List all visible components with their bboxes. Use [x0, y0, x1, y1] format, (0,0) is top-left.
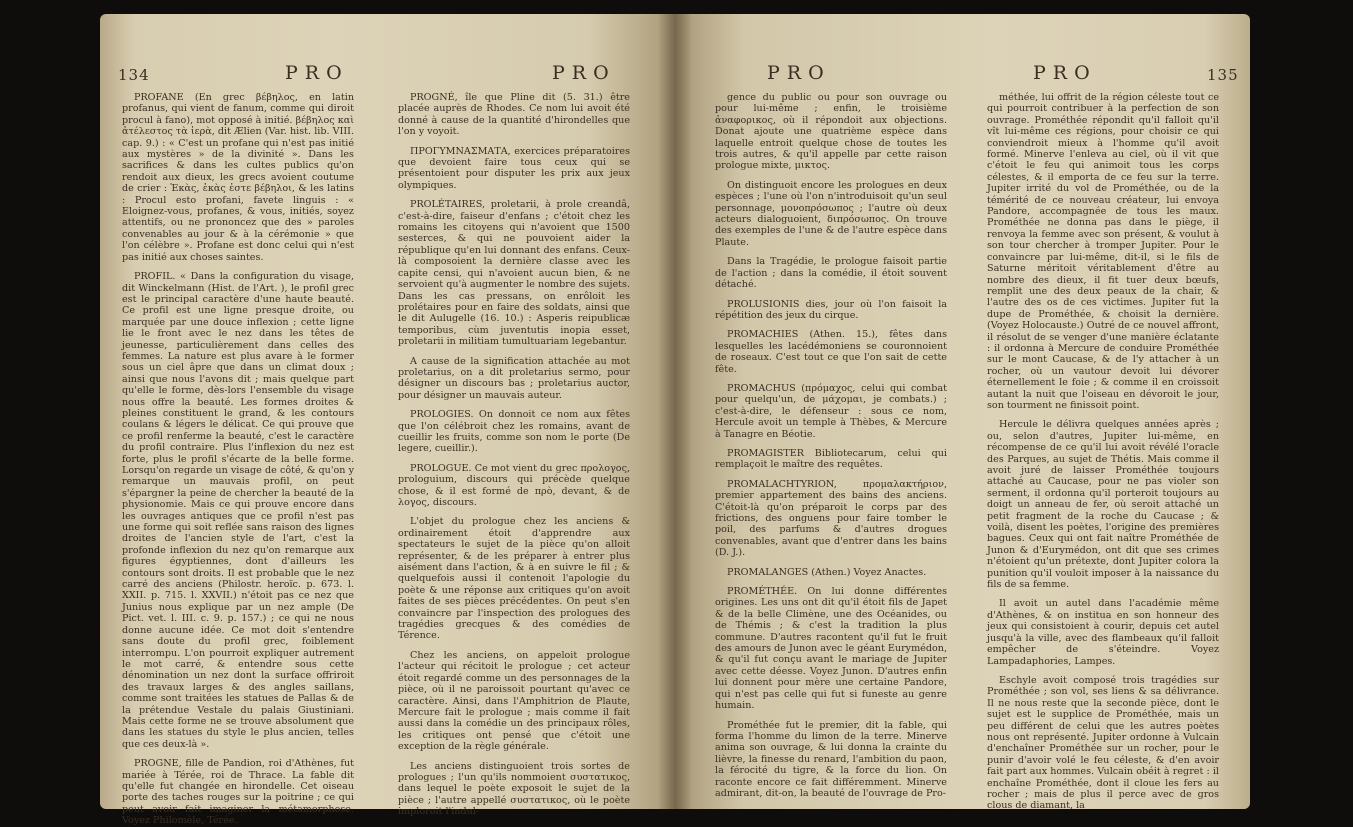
book-gutter [658, 14, 692, 809]
paragraph: méthée, lui offrit de la région céleste tout ce qui pourroit contribuer à la perfection de son ouvrage. Prométhée répondit qu'il falloit qu'il vît lui-même ces régions, pour choisir ce qui conviendroit mieux à l'homme qu'il avoit formé. Minerve l'enleva au ciel, où il vit que c'étoit le feu qui animoit tous les corps célestes, & il emporta de ce feu sur la terre. Jupiter irrité du vol de Prométhée, ou de la témérité de ce nouveau créateur, lui envoya Pandore, accompagnée de tous les maux. Prométhée ne donna pas dans le piège, il renvoya la femme avec son présent, & voulut à son tour chercher à tromper Jupiter. Pour le convaincre par lui-même, dit-il, si le fils de Saturne méritoit véritablement d'être au nombre des dieux, il fit tuer deux bœufs, remplit une des deux peaux de la chair, & l'autre des os de ces victimes. Jupiter fut la dupe de Prométhée, & choisit la dernière. (Voyez Holocauste.) Outré de ce nouvel affront, il résolut de se venger d'une manière éclatante : il ordonna à Mercure de conduire Prométhée sur le mont Caucase, & de l'y attacher à un rocher, où un vautour devoit lui dévorer éternellement le foie ; & comme il en croissoit autant la nuit que l'oiseau en dévoroit le jour, son tourment ne finissoit point. [987, 92, 1219, 411]
paragraph: gence du public ou pour son ouvrage ou pour lui-même ; enfin, le troisième ἀναφορικος, où il répondoit aux objections. Donat ajoute une quatrième espèce dans laquelle entroit quelque chose de toutes les trois autres, & qu'il appelle par cette raison prologue mixte, μικτος. [715, 92, 947, 172]
paragraph: A cause de la signification attachée au mot proletarius, on a dit proletarius sermo, pour désigner un discours bas ; proletarius auctor, pour désigner un mauvais auteur. [398, 355, 630, 401]
paragraph: Les anciens distinguoient trois sortes de prologues ; l'un qu'ils nommoient συστατικος, dans lequel le poète exposoit le sujet de la pièce ; l'autre appellé συστατικος, où le poète imploroit l'indul- [398, 760, 630, 818]
running-head-left-col: PRO [767, 62, 831, 84]
paragraph: Eschyle avoit composé trois tragédies sur Prométhée ; son vol, ses liens & sa délivrance. Il ne nous reste que la seconde pièce, dont le sujet est le supplice de Prométhée, mais un peu différent de celui que les autres poètes nous ont représenté. Jupiter ordonne à Vulcain d'enchaîner Prométhée sur un rocher, pour le punir d'avoir volé le feu céleste, & d'en avoir fait part aux hommes. Vulcain obéit à regret : il enchaîne Prométhée, dont il cloue les fers au rocher ; mais de plus il perce avec de gros clous de diamant, la [987, 674, 1219, 812]
left-page [100, 14, 675, 827]
paragraph: ΠΡΟΓΥΜΝΑΣΜΑΤΑ, exercices préparatoires que devoient faire tous ceux qui se présentoient pour disputer les prix aux jeux olympiques. [398, 145, 630, 191]
paragraph: PROFIL. « Dans la configuration du visage, dit Winckelmann (Hist. de l'Art. ), le profil grec est le principal caractère d'une haute beauté. Ce profil est une ligne presque droite, ou marquée par une douce inflexion ; cette ligne lie le front avec le nez dans les têtes de jeunesse, particulièrement dans celles des femmes. La nature est plus avare à le former sous un ciel âpre que dans un climat doux ; ainsi que nous l'avons dit ; mais quelque part qu'elle le forme, dès-lors l'ensemble du visage nous offre la beauté. Les formes droites & pleines constituent le grand, & les contours coulans & légers le délicat. Ce qui prouve que ce profil renferme la beauté, c'est le caractère du profil contraire. Plus l'inflexion du nez est forte, plus le profil s'écarte de la belle forme. Lorsqu'on regarde un visage de côté, & qu'on y remarque un mauvais profil, on peut s'épargner la peine de chercher la beauté de la physionomie. Mais ce qui prouve encore dans les ouvrages antiques que ce profil n'est pas une forme qui soit reflée sans raison des lignes droites de l'ancien style de l'art, c'est la profonde inflexion du nez qu'on remarque aux figures égyptiennes, dont d'ailleurs les contours sont droits. Il est probable que le nez carré des anciens (Philostr. heroïc. p. 673. l. XXII. p. 715. l. XXVII.) n'étoit pas ce nez que Junius nous explique par un nez ample (De Pict. vet. l. III. c. 9. p. 157.) ; ce qui ne nous donne aucune idée. Ce mot doit s'entendre sans doute du profil grec, foiblement interrompu. L'on pourroit expliquer autrement le mot carré, & entendre sous cette dénomination un nez dont la surface offriroit des travaux larges & des angles saillans, comme sont traitées les statues de Pallas & de la prétendue Vestale du palais Giustiniani. Mais cette forme ne se trouve absolument que dans les statues du style le plus ancien, telles que ces deux-là ». [122, 271, 354, 750]
paragraph: PROGNÉ, île que Pline dit (5. 31.) être placée auprès de Rhodes. Ce nom lui avoit été donné à cause de la quantité d'hirondelles que l'on y voyoit. [398, 92, 630, 138]
paragraph: PROMAGISTER Bibliotecarum, celui qui remplaçoit le maître des requêtes. [715, 447, 947, 471]
right-page-column-2 [987, 92, 1219, 812]
paragraph: Il avoit un autel dans l'académie même d'Athènes, & on institua en son honneur des jeux qui consistoient à courir, depuis cet autel jusqu'à la ville, avec des flambeaux qu'il falloit empêcher de s'éteindre. Voyez Lampadaphories, Lampes. [987, 598, 1219, 667]
paragraph: PROGNE, fille de Pandion, roi d'Athènes, fut mariée à Térée, roi de Thrace. La fable dit qu'elle fut changée en hirondelle. Cet oiseau porte des taches rouges sur la poitrine ; ce qui peut avoir fait imaginer la métamorphose. Voyez Philomèle, Térée. [122, 758, 354, 827]
right-page [675, 14, 1250, 812]
paragraph: Chez les anciens, on appeloit prologue l'acteur qui récitoit le prologue ; cet acteur étoit regardé comme un des personnages de la pièce, où il ne paroissoit pourtant qu'avec ce caractère. Ainsi, dans l'Amphitrion de Plaute, Mercure fait le prologue ; mais comme il fait aussi dans la comédie un des principaux rôles, les critiques ont pensé que c'étoit une exception de la règle générale. [398, 649, 630, 753]
left-page-column-1 [122, 92, 354, 827]
paragraph: Dans la Tragédie, le prologue faisoit partie de l'action ; dans la comédie, il étoit souvent détaché. [715, 256, 947, 291]
paragraph: L'objet du prologue chez les anciens & ordinairement étoit d'apprendre aux spectateurs le sujet de la pièce qu'on alloit représenter, & de les préparer à entrer plus aisément dans l'action, & à en suivre le fil ; & quelquefois aussi il contenoit l'apologie du poète & une réponse aux critiques qu'on avoit faites de ses pièces précédentes. On peut s'en convaincre par l'inspection des prologues des tragédies grecques & des comédies de Térence. [398, 516, 630, 642]
paragraph: PROLUSIONIS dies, jour où l'on faisoit la répétition des jeux du cirque. [715, 298, 947, 321]
paragraph: PROLOGIES. On donnoit ce nom aux fêtes que l'on célébroit chez les romains, avant de cueillir les fruits, comme son nom le porte (De legere, cueillir.). [398, 409, 630, 455]
paragraph: PROMACHUS (πρόμαχος, celui qui combat pour quelqu'un, de μάχομαι, je combats.) ; c'est-à-dire, le défenseur : sous ce nom, Hercule avoit un temple à Thèbes, & Mercure à Tanagre en Béotie. [715, 382, 947, 440]
page-number-right: 135 [1207, 66, 1239, 84]
paragraph: PROMALACHTYRION, προμαλακτήριον, premier appartement des bains des anciens. C'étoit-là qu'on préparoit le corps par des frictions, des onguens pour faire tomber le poil, des parfums & d'autres drogues convenables, avant que d'entrer dans les bains (D. J.). [715, 478, 947, 559]
paragraph: PROMALANGES (Athen.) Voyez Anactes. [727, 566, 927, 578]
running-head-left-col: PRO [285, 62, 349, 84]
paragraph: Prométhée fut le premier, dit la fable, qui forma l'homme du limon de la terre. Minerve anima son ouvrage, & lui donna la crainte du lièvre, la finesse du renard, l'ambition du paon, la férocité du tigre, & la force du lion. On raconte encore ce fait différemment. Minerve admirant, dit-on, la beauté de l'ouvrage de Pro- [715, 719, 947, 799]
open-book [100, 14, 1250, 827]
paragraph: Hercule le délivra quelques années après ; ou, selon d'autres, Jupiter lui-même, en récompense de ce qu'il lui avoit révélé l'oracle des Parques, au sujet de Thétis. Mais comme il avoit juré de laisser Prométhée toujours attaché au Caucase, pour ne pas violer son serment, il ordonna qu'il porteroit toujours au doigt un anneau de fer, où seroit attaché un petit fragment de la roche du Caucase ; & voilà, disent les poètes, l'origine des premières bagues. Ceux qui ont fait naître Prométhée de Junon & d'Eurymédon, ont dit que ses crimes n'étoient qu'un prétexte, dont Jupiter colora la punition qu'il vouloit imposer à la naissance du fils de sa femme. [987, 419, 1219, 591]
page-number-left: 134 [118, 66, 150, 84]
paragraph: PROLÉTAIRES, proletarii, à prole creandâ, c'est-à-dire, faiseur d'enfans ; c'étoit chez les romains les citoyens qui n'avoient que 1500 sesterces, & qui ne pouvoient aider la république qu'en lui donnant des enfans. Ceux-là composoient la dernière classe avec les capite censi, qui n'avoient aucun bien, & ne servoient qu'à augmenter le nombre des sujets. Dans les cas pressans, on enrôloit les prolétaires pour en faire des soldats, ainsi que le dit Aulugelle (16. 10.) : Asperis reipublicæ temporibus, cùm juventutis inopia esset, proletarii in militiam tumultuariam legebantur. [398, 199, 630, 348]
paragraph: PROMÉTHÉE. On lui donne différentes origines. Les uns ont dit qu'il étoit fils de Japet & de la belle Climène, une des Océanides, ou de Thémis ; & c'est la tradition la plus commune. D'autres racontent qu'il fut le fruit des amours de Junon avec le géant Eurymédon, & qu'il fut conçu avant le mariage de Jupiter avec cette déesse. Voyez Junon. D'autres enfin lui donnent pour mère une certaine Pandore, qui n'est pas celle qui fut si funeste au genre humain. [715, 586, 947, 712]
left-page-column-2 [398, 92, 630, 818]
paragraph: PROMACHIES (Athen. 15.), fêtes dans lesquelles les lacédémoniens se couronnoient de roseaux. C'est tout ce que l'on sait de cette fête. [715, 329, 947, 375]
running-head-right-col: PRO [552, 62, 616, 84]
paragraph: On distinguoit encore les prologues en deux espèces ; l'une où l'on n'introduisoit qu'un seul personnage, μονοπρόσωπος ; l'autre où deux acteurs dialoguoient, διπρόσωπος. On trouve des exemples de l'une & de l'autre espèce dans Plaute. [715, 179, 947, 248]
paragraph: PROFANE (En grec βέβηλος, en latin profanus, qui vient de fanum, comme qui diroit procul à fano), mot opposé à initié. βέβηλος καὶ ἀτέλεστος τὰ ἱερὰ, dit Ælien (Var. hist. lib. VIII. cap. 9.) : « C'est un profane qui n'est pas initié aux mystères » de la divinité ». Dans les sacrifices & dans les cultes publics qu'on rendoit aux dieux, les grecs avoient coutume de crier : Ἑκὰς, ἑκὰς ἐστε βέβηλοι, & les latins : Procul esto profani, favete linguis : « Eloignez-vous, profanes, & vous, initiés, soyez attentifs, ou ne prononcez que des » paroles convenables au jour & à la cérémonie » que l'on célèbre ». Profane est donc celui qui n'est pas initié aux choses saintes. [122, 92, 354, 263]
right-page-column-1 [715, 92, 947, 797]
paragraph: PROLOGUE. Ce mot vient du grec προλογος, prologuium, discours qui précède quelque chose, & il est formé de πρὸ, devant, & de λογος, discours. [398, 462, 630, 508]
running-head-right-col: PRO [1033, 62, 1097, 84]
